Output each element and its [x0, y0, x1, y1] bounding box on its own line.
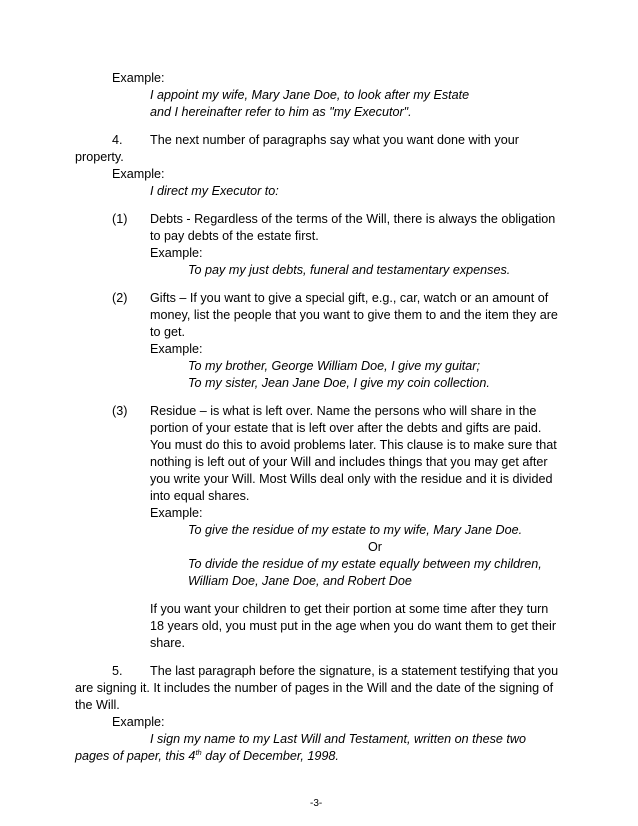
example-label: Example: [150, 342, 203, 356]
clause-text: You must do this to avoid problems later. This clause is to make sure that [150, 438, 557, 452]
clause-text: nothing is left out of your Will and includes things that you may get after [150, 455, 548, 469]
paragraph-text: The last paragraph before the signature, is a statement testifying that you [150, 664, 559, 678]
clause-number: (2) [112, 291, 128, 305]
clause-text: Residue – is what is left over. Name the persons who will share in the [150, 404, 537, 418]
example-text: To divide the residue of my estate equally between my children, [188, 557, 542, 571]
example-label: Example: [150, 246, 203, 260]
example-text-part: pages of paper, this 4 [75, 749, 196, 763]
clause-text: to get. [150, 325, 186, 339]
paragraph-number: 5. [112, 664, 123, 678]
example-text: To my brother, George William Doe, I give my guitar; [188, 359, 480, 373]
paragraph-text: The next number of paragraphs say what you want done with your [150, 133, 519, 147]
example-text-part: day of December, 1998. [201, 749, 339, 763]
example-label: Example: [112, 167, 165, 181]
example-text: To pay my just debts, funeral and testamentary expenses. [188, 263, 511, 277]
clause-number: (1) [112, 212, 128, 226]
example-label: Example: [112, 71, 165, 85]
executor-example-line: and I hereinafter refer to him as "my Executor". [150, 105, 412, 119]
page-number: -3- [310, 798, 323, 809]
example-label: Example: [112, 715, 165, 729]
or-separator: Or [368, 540, 382, 554]
clause-text: to pay debts of the estate first. [150, 229, 319, 243]
clause-text: money, list the people that you want to give them to and the item they are [150, 308, 558, 322]
paragraph-text: property. [75, 150, 124, 164]
example-text: William Doe, Jane Doe, and Robert Doe [188, 574, 412, 588]
example-text: I direct my Executor to: [150, 184, 279, 198]
paragraph-text: the Will. [75, 698, 120, 712]
clause-text: Debts - Regardless of the terms of the Will, there is always the obligation [150, 212, 556, 226]
clause-text: into equal shares. [150, 489, 250, 503]
example-text [75, 748, 339, 765]
clause-note: 18 years old, you must put in the age when you do want them to get their [150, 619, 557, 633]
example-label: Example: [150, 506, 203, 520]
clause-text: portion of your estate that is left over after the debts and gifts are paid. [150, 421, 542, 435]
paragraph-number: 4. [112, 133, 123, 147]
example-text: To give the residue of my estate to my wife, Mary Jane Doe. [188, 523, 523, 537]
example-text: I sign my name to my Last Will and Testament, written on these two [150, 732, 526, 746]
example-text: To my sister, Jean Jane Doe, I give my coin collection. [188, 376, 490, 390]
clause-text: you write your Will. Most Wills deal only with the residue and it is divided [150, 472, 553, 486]
clause-note: If you want your children to get their portion at some time after they turn [150, 602, 549, 616]
ordinal-suffix: th [195, 747, 202, 757]
clause-note: share. [150, 636, 186, 650]
executor-example-line: I appoint my wife, Mary Jane Doe, to look after my Estate [150, 88, 470, 102]
paragraph-text: are signing it. It includes the number of pages in the Will and the date of the signing of [75, 681, 554, 695]
clause-number: (3) [112, 404, 128, 418]
clause-text: Gifts – If you want to give a special gift, e.g., car, watch or an amount of [150, 291, 549, 305]
